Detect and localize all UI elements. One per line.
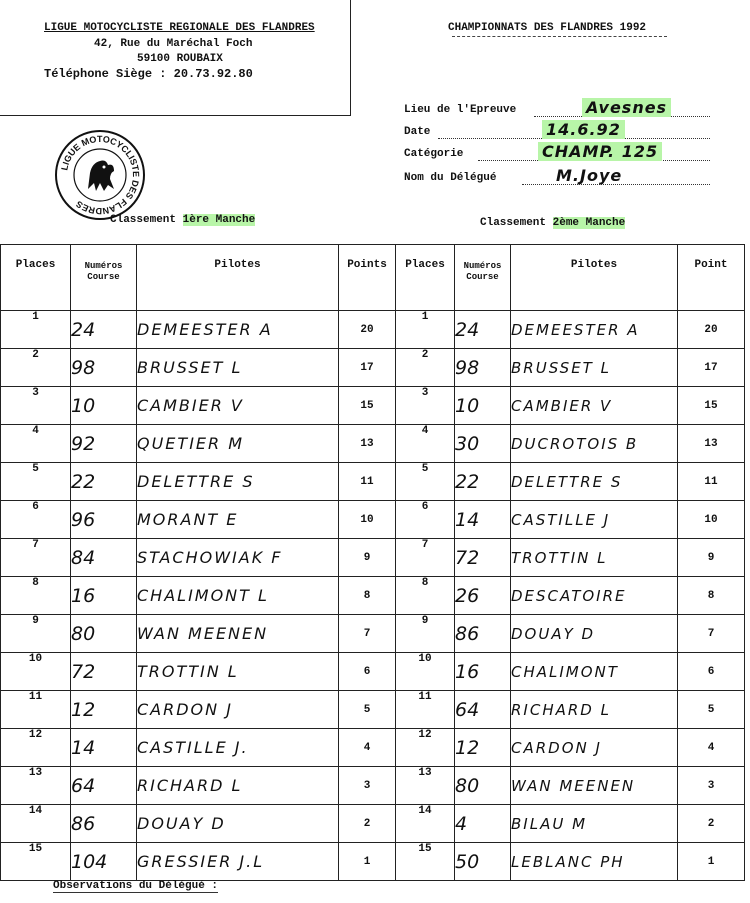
race-number-cell-2: 80 [455, 767, 511, 805]
points-cell: 11 [339, 463, 396, 501]
header-pilotes-2: Pilotes [511, 245, 678, 311]
points-cell-2: 8 [678, 577, 745, 615]
place-cell-2: 2 [396, 349, 455, 387]
header-numeros: Numéros [463, 261, 502, 271]
rider-name-cell-2: DUCROTOIS B [511, 425, 678, 463]
points-cell: 6 [339, 653, 396, 691]
organization-name: LIGUE MOTOCYCLISTE REGIONALE DES FLANDRES [44, 22, 315, 34]
rider-name-cell: TROTTIN L [137, 653, 339, 691]
manche-1-label: 1ère Manche [182, 214, 256, 226]
table-row [1, 843, 745, 881]
observations-label: Observations du Délégué : [53, 880, 219, 892]
date-label: Date [404, 126, 431, 138]
rider-name-cell: CARDON J [137, 691, 339, 729]
points-cell-2: 6 [678, 653, 745, 691]
place-cell-2: 8 [396, 577, 455, 615]
points-cell-2: 2 [678, 805, 745, 843]
rider-name-cell-2: CASTILLE J [511, 501, 678, 539]
race-number-cell: 86 [71, 805, 137, 843]
points-cell: 4 [339, 729, 396, 767]
points-cell-2: 3 [678, 767, 745, 805]
table-row [1, 615, 745, 653]
header-point-2: Point [678, 245, 745, 311]
points-cell: 2 [339, 805, 396, 843]
table-row [1, 387, 745, 425]
points-cell-2: 4 [678, 729, 745, 767]
points-cell-2: 20 [678, 311, 745, 349]
results-table [0, 244, 745, 881]
place-cell-2: 3 [396, 387, 455, 425]
race-number-cell: 24 [71, 311, 137, 349]
points-cell: 8 [339, 577, 396, 615]
race-number-cell-2: 98 [455, 349, 511, 387]
place-cell: 15 [1, 843, 71, 881]
classement-prefix: Classement [110, 214, 183, 226]
race-number-cell-2: 24 [455, 311, 511, 349]
place-cell: 3 [1, 387, 71, 425]
date-value: 14.6.92 [542, 120, 625, 139]
place-cell-2: 4 [396, 425, 455, 463]
rider-name-cell: CASTILLE J. [137, 729, 339, 767]
rider-name-cell: RICHARD L [137, 767, 339, 805]
race-number-cell: 98 [71, 349, 137, 387]
points-cell: 17 [339, 349, 396, 387]
table-row [1, 425, 745, 463]
classement-manche-2-title [480, 217, 625, 229]
points-cell-2: 17 [678, 349, 745, 387]
rider-name-cell-2: DOUAY D [511, 615, 678, 653]
manche-2-label: 2ème Manche [552, 217, 626, 229]
place-cell: 7 [1, 539, 71, 577]
table-row [1, 805, 745, 843]
table-row [1, 463, 745, 501]
rider-name-cell: QUETIER M [137, 425, 339, 463]
table-row [1, 691, 745, 729]
place-cell: 12 [1, 729, 71, 767]
race-number-cell: 10 [71, 387, 137, 425]
points-cell-2: 13 [678, 425, 745, 463]
race-number-cell-2: 14 [455, 501, 511, 539]
place-cell-2: 11 [396, 691, 455, 729]
lieu-value: Avesnes [582, 98, 671, 117]
points-cell-2: 15 [678, 387, 745, 425]
race-number-cell-2: 10 [455, 387, 511, 425]
rider-name-cell: WAN MEENEN [137, 615, 339, 653]
place-cell-2: 13 [396, 767, 455, 805]
place-cell: 5 [1, 463, 71, 501]
race-number-cell: 104 [71, 843, 137, 881]
place-cell-2: 12 [396, 729, 455, 767]
championship-underline [452, 36, 667, 37]
place-cell-2: 9 [396, 615, 455, 653]
rider-name-cell: BRUSSET L [137, 349, 339, 387]
race-number-cell-2: 26 [455, 577, 511, 615]
rider-name-cell-2: WAN MEENEN [511, 767, 678, 805]
place-cell-2: 6 [396, 501, 455, 539]
place-cell: 4 [1, 425, 71, 463]
table-row [1, 349, 745, 387]
place-cell-2: 14 [396, 805, 455, 843]
rider-name-cell: DEMEESTER A [137, 311, 339, 349]
race-number-cell-2: 72 [455, 539, 511, 577]
points-cell-2: 9 [678, 539, 745, 577]
race-number-cell: 64 [71, 767, 137, 805]
rider-name-cell-2: DELETTRE S [511, 463, 678, 501]
place-cell: 10 [1, 653, 71, 691]
points-cell-2: 7 [678, 615, 745, 653]
place-cell: 1 [1, 311, 71, 349]
table-row [1, 311, 745, 349]
place-cell-2: 5 [396, 463, 455, 501]
classement-prefix: Classement [480, 217, 553, 229]
header-numeros-course-2 [455, 245, 511, 311]
place-cell: 2 [1, 349, 71, 387]
rider-name-cell: DOUAY D [137, 805, 339, 843]
points-cell-2: 1 [678, 843, 745, 881]
race-number-cell-2: 64 [455, 691, 511, 729]
points-cell: 1 [339, 843, 396, 881]
organization-address: 42, Rue du Maréchal Foch [94, 38, 253, 50]
race-number-cell-2: 30 [455, 425, 511, 463]
race-number-cell: 14 [71, 729, 137, 767]
rider-name-cell-2: DEMEESTER A [511, 311, 678, 349]
rider-name-cell: CHALIMONT L [137, 577, 339, 615]
table-row [1, 501, 745, 539]
place-cell: 9 [1, 615, 71, 653]
categorie-label: Catégorie [404, 148, 464, 160]
organization-city: 59100 ROUBAIX [137, 53, 223, 65]
rider-name-cell: MORANT E [137, 501, 339, 539]
place-cell: 6 [1, 501, 71, 539]
race-number-cell: 12 [71, 691, 137, 729]
header-places: Places [1, 245, 71, 311]
rider-name-cell-2: DESCATOIRE [511, 577, 678, 615]
rider-name-cell-2: BRUSSET L [511, 349, 678, 387]
header-numeros-course [71, 245, 137, 311]
categorie-value: CHAMP. 125 [538, 142, 662, 161]
svg-text:LIGUE MOTOCYCLISTE DES FLANDRE: LIGUE MOTOCYCLISTE DES FLANDRES [59, 133, 142, 217]
rider-name-cell: GRESSIER J.L [137, 843, 339, 881]
rider-name-cell-2: LEBLANC PH [511, 843, 678, 881]
header-course: Course [466, 272, 499, 282]
points-cell: 15 [339, 387, 396, 425]
rider-name-cell-2: CHALIMONT [511, 653, 678, 691]
points-cell-2: 5 [678, 691, 745, 729]
header-numeros: Numéros [84, 261, 123, 271]
race-number-cell-2: 4 [455, 805, 511, 843]
rider-name-cell-2: BILAU M [511, 805, 678, 843]
race-number-cell: 22 [71, 463, 137, 501]
place-cell: 13 [1, 767, 71, 805]
points-cell-2: 11 [678, 463, 745, 501]
organization-phone: Téléphone Siège : 20.73.92.80 [44, 67, 253, 81]
points-cell: 9 [339, 539, 396, 577]
race-number-cell: 92 [71, 425, 137, 463]
place-cell-2: 7 [396, 539, 455, 577]
rider-name-cell: STACHOWIAK F [137, 539, 339, 577]
place-cell-2: 1 [396, 311, 455, 349]
points-cell-2: 10 [678, 501, 745, 539]
rider-name-cell-2: CARDON J [511, 729, 678, 767]
points-cell: 3 [339, 767, 396, 805]
points-cell: 7 [339, 615, 396, 653]
header-pilotes: Pilotes [137, 245, 339, 311]
table-row [1, 539, 745, 577]
lieu-label: Lieu de l'Epreuve [404, 104, 517, 116]
race-number-cell-2: 12 [455, 729, 511, 767]
race-number-cell-2: 50 [455, 843, 511, 881]
table-row [1, 653, 745, 691]
header-places-2: Places [396, 245, 455, 311]
race-number-cell-2: 22 [455, 463, 511, 501]
rider-name-cell-2: TROTTIN L [511, 539, 678, 577]
points-cell: 10 [339, 501, 396, 539]
place-cell: 14 [1, 805, 71, 843]
table-row [1, 767, 745, 805]
rider-name-cell-2: CAMBIER V [511, 387, 678, 425]
header-course: Course [87, 272, 120, 282]
place-cell: 8 [1, 577, 71, 615]
header-points: Points [339, 245, 396, 311]
race-number-cell-2: 86 [455, 615, 511, 653]
race-number-cell: 96 [71, 501, 137, 539]
delegue-value: M.Joye [556, 166, 623, 185]
place-cell-2: 10 [396, 653, 455, 691]
points-cell: 20 [339, 311, 396, 349]
rider-name-cell-2: RICHARD L [511, 691, 678, 729]
place-cell-2: 15 [396, 843, 455, 881]
points-cell: 13 [339, 425, 396, 463]
table-row [1, 729, 745, 767]
classement-manche-1-title [110, 214, 255, 226]
rider-name-cell: DELETTRE S [137, 463, 339, 501]
table-row [1, 577, 745, 615]
rider-name-cell: CAMBIER V [137, 387, 339, 425]
league-seal-stamp [54, 129, 146, 221]
race-number-cell: 72 [71, 653, 137, 691]
table-header-row [1, 245, 745, 311]
race-number-cell-2: 16 [455, 653, 511, 691]
points-cell: 5 [339, 691, 396, 729]
race-number-cell: 80 [71, 615, 137, 653]
race-number-cell: 84 [71, 539, 137, 577]
championship-title: CHAMPIONNATS DES FLANDRES 1992 [448, 22, 647, 34]
place-cell: 11 [1, 691, 71, 729]
delegue-label: Nom du Délégué [404, 172, 497, 184]
race-number-cell: 16 [71, 577, 137, 615]
